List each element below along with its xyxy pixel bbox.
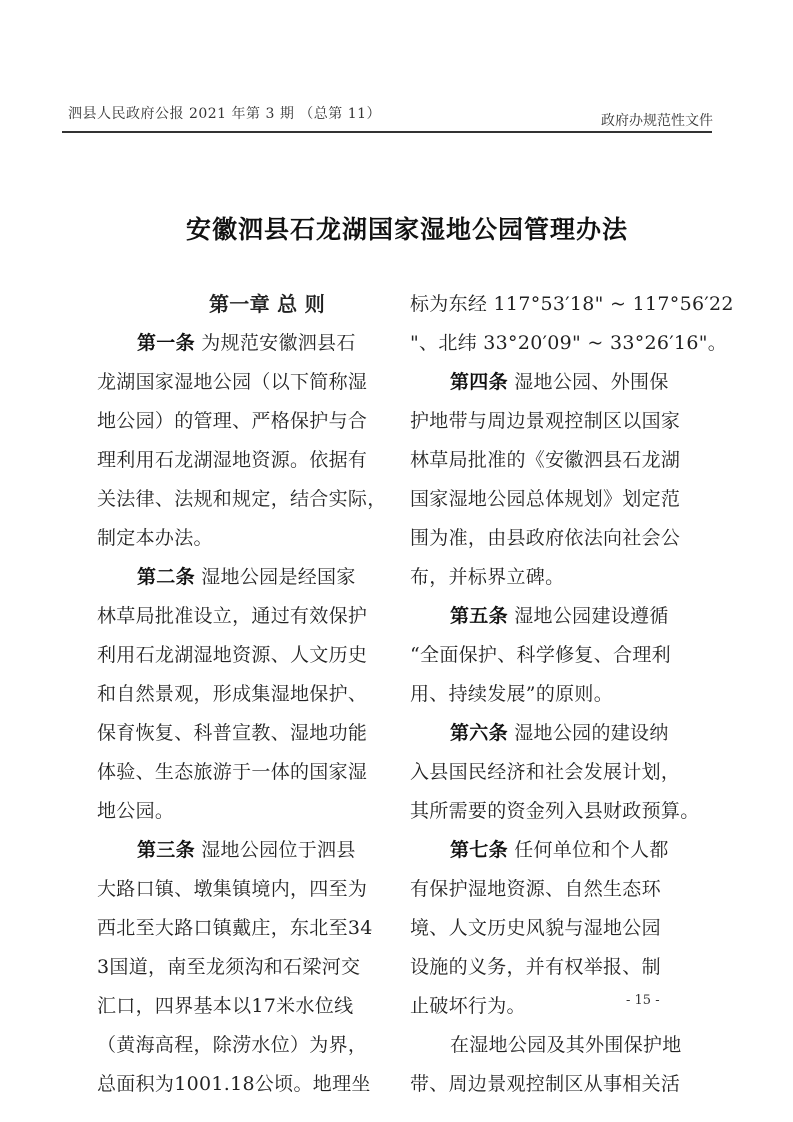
- text-line: 和自然景观，形成集湿地保护、: [97, 683, 368, 705]
- article-6-first-line: [410, 714, 715, 753]
- text-line: 其所需要的资金列入县财政预算。: [410, 800, 700, 822]
- text-line: 大路口镇、墩集镇境内，四至为: [97, 878, 368, 900]
- header-publication: 泗县人民政府公报 2021 年第 3 期 （总第 11）: [68, 106, 382, 122]
- text-line: 体验、生态旅游于一体的国家湿: [97, 761, 368, 783]
- article-2-label: 第二条: [137, 566, 195, 588]
- text-line: （黄海高程，除涝水位）为界，: [97, 1034, 368, 1056]
- article-4-label: 第四条: [450, 371, 508, 393]
- header-divider: [62, 131, 712, 133]
- article-2-text: 湿地公园是经国家: [194, 566, 356, 588]
- article-7-label: 第七条: [450, 839, 508, 861]
- text-line: 有保护湿地资源、自然生态环: [410, 878, 661, 900]
- text-line: 国家湿地公园总体规划》划定范: [410, 488, 681, 510]
- text-line: 保育恢复、科普宣教、湿地功能: [97, 722, 368, 744]
- text-line: 汇口，四界基本以17米水位线: [97, 995, 354, 1017]
- article-3-label: 第三条: [137, 839, 195, 861]
- text-line: 林草局批准设立，通过有效保护: [97, 605, 368, 627]
- article-3-text: 湿地公园位于泗县: [194, 839, 356, 861]
- text-line: 总面积为1001.18公顷。地理坐: [97, 1073, 371, 1095]
- article-5-first-line: [410, 597, 715, 636]
- header-category: 政府办规范性文件: [601, 113, 713, 129]
- text-line: 用、持续发展”的原则。: [410, 683, 614, 705]
- article-6-label: 第六条: [450, 722, 508, 744]
- text-line: "、北纬 33°20′09" ~ 33°26′16"。: [410, 332, 728, 354]
- text-line: 西北至大路口镇戴庄，东北至34: [97, 917, 373, 939]
- text-line: 围为准，由县政府依法向社会公: [410, 527, 681, 549]
- text-line: 龙湖国家湿地公园（以下简称湿: [97, 371, 368, 393]
- text-line: 理利用石龙湖湿地资源。依据有: [97, 449, 368, 471]
- article-7-text: 任何单位和个人都: [507, 839, 669, 861]
- text-line: 标为东经 117°53′18" ~ 117°56′22: [410, 293, 734, 315]
- text-line: “全面保护、科学修复、合理利: [410, 644, 671, 666]
- paragraph-first-line: 在湿地公园及其外围保护地: [450, 1034, 682, 1056]
- page-number: - 15 -: [626, 993, 660, 1008]
- text-line: 关法律、法规和规定，结合实际，: [97, 488, 387, 510]
- article-5-text: 湿地公园建设遵循: [507, 605, 669, 627]
- chapter-heading: 第一章 总 则: [208, 292, 326, 316]
- text-line: 带、周边景观控制区从事相关活: [410, 1073, 681, 1095]
- article-3-first-line: [97, 831, 397, 870]
- text-line: 布，并标界立碑。: [410, 566, 565, 588]
- text-line: 3国道，南至龙须沟和石梁河交: [97, 956, 361, 978]
- article-4-text: 湿地公园、外围保: [507, 371, 669, 393]
- text-line: 利用石龙湖湿地资源、人文历史: [97, 644, 368, 666]
- article-1-text: 为规范安徽泗县石: [194, 332, 356, 354]
- text-line: 地公园）的管理、严格保护与合: [97, 410, 368, 432]
- text-line: 制定本办法。: [97, 527, 213, 549]
- article-2-first-line: [97, 558, 397, 597]
- article-6-text: 湿地公园的建设纳: [507, 722, 669, 744]
- text-line: 地公园。: [97, 800, 175, 822]
- text-line: 止破坏行为。: [410, 995, 526, 1017]
- text-line: 林草局批准的《安徽泗县石龙湖: [410, 449, 681, 471]
- text-line: 境、人文历史风貌与湿地公园: [410, 917, 661, 939]
- article-7-first-line: [410, 831, 715, 870]
- text-line: 入县国民经济和社会发展计划，: [410, 761, 681, 783]
- right-column: [410, 285, 734, 1104]
- document-title: 安徽泗县石龙湖国家湿地公园管理办法: [185, 215, 628, 244]
- article-4-first-line: [410, 363, 715, 402]
- article-1-label: 第一条: [137, 332, 195, 354]
- text-line: 设施的义务，并有权举报、制: [410, 956, 661, 978]
- left-column: [97, 285, 397, 1104]
- text-line: 护地带与周边景观控制区以国家: [410, 410, 681, 432]
- article-5-label: 第五条: [450, 605, 508, 627]
- article-1-first-line: [97, 324, 397, 363]
